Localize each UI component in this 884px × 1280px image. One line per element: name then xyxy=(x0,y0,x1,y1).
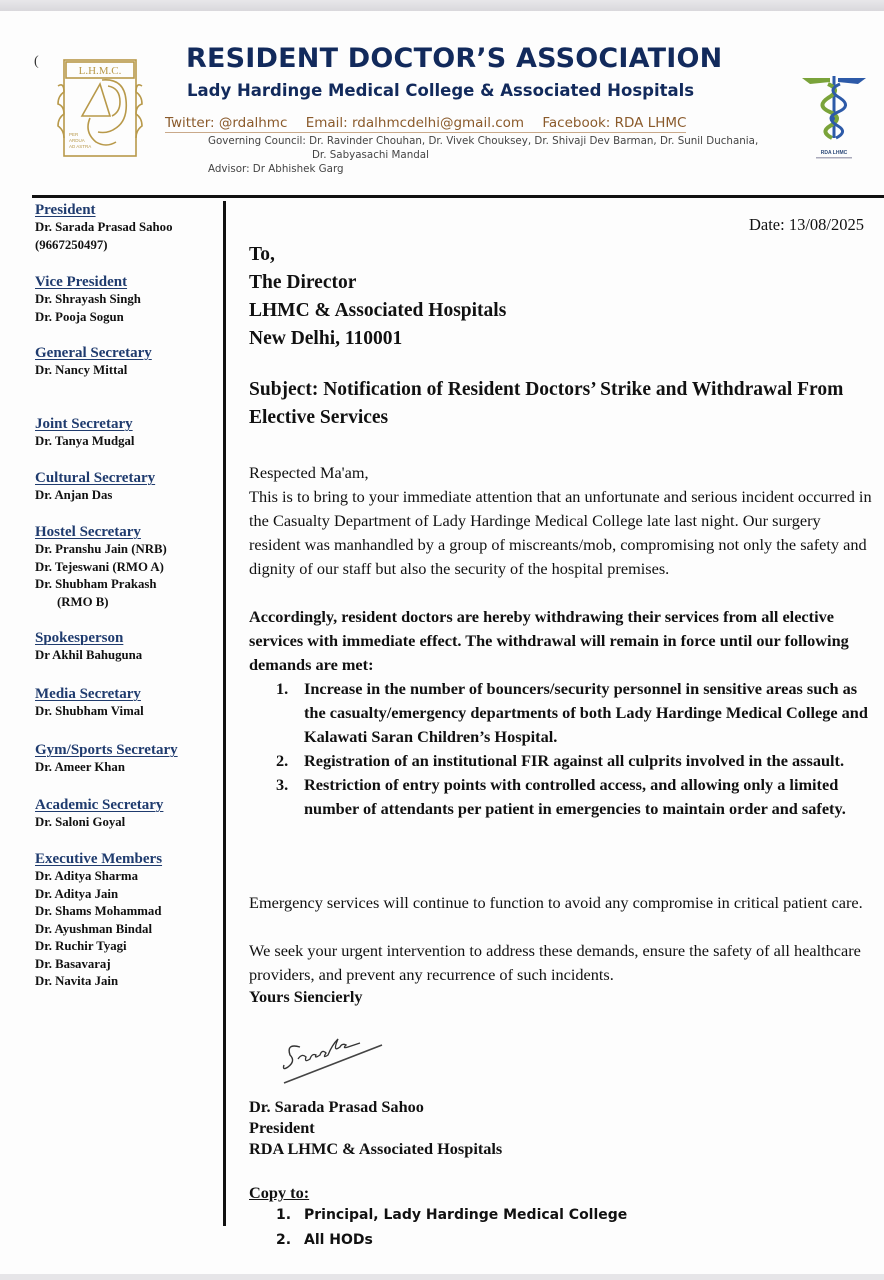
section-title: Cultural Secretary xyxy=(35,470,156,486)
copy-to-list xyxy=(276,1203,627,1253)
sidebar-section-vice-president xyxy=(35,273,141,326)
member: Dr. Aditya Sharma xyxy=(35,869,138,883)
member: Dr. Tanya Mudgal xyxy=(35,434,135,448)
bottom-edge xyxy=(0,1274,884,1280)
association-title: RESIDENT DOCTOR’S ASSOCIATION xyxy=(186,43,723,74)
demand-number: 3. xyxy=(276,775,289,794)
svg-text:L.H.M.C.: L.H.M.C. xyxy=(78,65,122,77)
demand-item xyxy=(276,677,876,749)
governing-council xyxy=(208,135,758,162)
member: Dr. Aditya Jain xyxy=(35,886,119,901)
member: Dr. Sarada Prasad Sahoo xyxy=(35,220,173,234)
copy-to-item xyxy=(276,1203,627,1228)
recipient-address xyxy=(249,241,506,353)
member: Dr. Navita Jain xyxy=(35,974,119,988)
section-title: Hostel Secretary xyxy=(35,524,141,540)
signer-organization: RDA LHMC & Associated Hospitals xyxy=(249,1139,503,1158)
member: Dr. Nancy Mittal xyxy=(35,363,128,377)
incident-paragraph: This is to bring to your immediate attention that an unfortunate and serious incident occurred in the Casualty Department of Lady Hardinge Medical College late last night. Our surgery resident was manhandled by a group of miscreants/mob, compromising not only the safety and dignity of our staff but also the security of the hospital premises. xyxy=(249,487,872,578)
member: Dr. Tejeswani (RMO A) xyxy=(35,559,164,574)
section-title: Vice President xyxy=(35,274,128,290)
lhmc-crest-icon xyxy=(52,56,148,160)
sidebar-divider xyxy=(223,201,226,1226)
caduceus-icon xyxy=(800,72,868,162)
address-line: To, xyxy=(249,244,275,265)
member: Dr. Saloni Goyal xyxy=(35,815,126,829)
demand-item xyxy=(276,773,876,821)
copy-recipient: All HODs xyxy=(304,1232,373,1248)
section-title: Joint Secretary xyxy=(35,416,133,432)
section-title: Executive Members xyxy=(35,851,163,867)
member: Dr. Anjan Das xyxy=(35,488,113,502)
email-link[interactable]: Email: rdalhmcdelhi@gmail.com xyxy=(305,115,525,131)
sidebar-section-president xyxy=(35,201,172,254)
demands-list xyxy=(276,677,876,821)
member: Dr. Pooja Sogun xyxy=(35,309,124,324)
member: Dr. Ameer Khan xyxy=(35,760,125,774)
demand-number: 2. xyxy=(276,751,289,770)
member: Dr. Shams Mohammad xyxy=(35,904,162,918)
sidebar-section-spokesperson xyxy=(35,629,142,665)
request-paragraph: We seek your urgent intervention to address these demands, ensure the safety of all healthcare providers, and prevent any recurrence of such incidents. xyxy=(249,941,861,984)
sidebar-section-cultural-secretary xyxy=(35,469,155,505)
signatory xyxy=(249,1096,502,1159)
contact-line xyxy=(165,115,686,133)
closing: Yours Siencierly xyxy=(249,987,363,1006)
svg-text:PER: PER xyxy=(69,132,79,137)
member: Dr. Shrayash Singh xyxy=(35,292,141,306)
section-title: Academic Secretary xyxy=(35,797,164,813)
withdrawal-paragraph: Accordingly, resident doctors are hereby withdrawing their services from all elective services with immediate effect. The withdrawal will remain in force until our following demands are met: xyxy=(249,607,849,674)
stray-mark: ( xyxy=(34,54,39,69)
signature-icon xyxy=(278,1025,388,1087)
member: Dr. Basavaraj xyxy=(35,956,111,971)
member: Dr. Ayushman Bindal xyxy=(35,921,152,936)
demand-number: 1. xyxy=(276,679,289,698)
sidebar-section-joint-secretary xyxy=(35,415,134,451)
member-phone: (9667250497) xyxy=(35,237,108,252)
sidebar-section-executive-members xyxy=(35,850,162,991)
advisor: Advisor: Dr Abhishek Garg xyxy=(208,163,344,175)
sidebar-section-sports-secretary xyxy=(35,741,178,777)
demand-text: Increase in the number of bouncers/security personnel in sensitive areas such as the casualty/emergency departments of both Lady Hardinge Medical College and Kalawati Saran Children’s Hospital. xyxy=(304,679,868,746)
top-edge xyxy=(0,0,884,11)
section-title: Gym/Sports Secretary xyxy=(35,742,178,758)
member: Dr. Shubham Vimal xyxy=(35,704,144,718)
salutation: Respected Ma'am, xyxy=(249,463,369,482)
governing-council-line2: Dr. Sabyasachi Mandal xyxy=(312,148,429,161)
college-subtitle: Lady Hardinge Medical College & Associated Hospitals xyxy=(187,81,695,100)
demand-item xyxy=(276,749,876,773)
copy-recipient: Principal, Lady Hardinge Medical College xyxy=(304,1207,628,1223)
svg-text:RDA LHMC: RDA LHMC xyxy=(820,150,848,156)
copy-number: 2. xyxy=(276,1232,292,1248)
header-divider xyxy=(32,195,884,198)
demand-text: Registration of an institutional FIR against all culprits involved in the assault. xyxy=(304,751,845,770)
svg-text:ARDUA: ARDUA xyxy=(69,138,85,143)
sidebar-section-general-secretary xyxy=(35,344,152,380)
member: Dr. Ruchir Tyagi xyxy=(35,939,127,953)
member: Dr. Pranshu Jain (NRB) xyxy=(35,542,167,556)
copy-to-item xyxy=(276,1228,627,1253)
facebook-link[interactable]: Facebook: RDA LHMC xyxy=(542,115,687,131)
governing-council-line1: Governing Council: Dr. Ravinder Chouhan, Dr. Vivek Chouksey, Dr. Shivaji Dev Barman, Dr. Sunil Duchania, xyxy=(208,135,759,147)
address-line: The Director xyxy=(249,272,357,293)
emergency-paragraph: Emergency services will continue to function to avoid any compromise in critical patient care. xyxy=(249,893,863,912)
sidebar-section-media-secretary xyxy=(35,685,144,721)
signer-title: President xyxy=(249,1118,315,1137)
member: Dr Akhil Bahuguna xyxy=(35,648,143,662)
member: Dr. Shubham Prakash xyxy=(35,577,157,591)
copy-to-title: Copy to: xyxy=(249,1183,310,1202)
member-note: (RMO B) xyxy=(57,594,109,609)
demand-text: Restriction of entry points with controlled access, and allowing only a limited number of attendants per patient in emergencies to maintain order and safety. xyxy=(304,775,846,818)
section-title: Spokesperson xyxy=(35,630,124,646)
sidebar-section-hostel-secretary xyxy=(35,523,167,611)
svg-text:AD ASTRA: AD ASTRA xyxy=(69,144,92,149)
copy-number: 1. xyxy=(276,1207,292,1223)
section-title: General Secretary xyxy=(35,345,152,361)
section-title: President xyxy=(35,202,96,218)
letter-date: Date: 13/08/2025 xyxy=(748,215,864,234)
address-line: LHMC & Associated Hospitals xyxy=(249,300,507,321)
letter-subject: Subject: Notification of Resident Doctors’ Strike and Withdrawal From Elective Services xyxy=(249,379,844,428)
section-title: Media Secretary xyxy=(35,686,141,702)
sidebar-section-academic-secretary xyxy=(35,796,163,832)
address-line: New Delhi, 110001 xyxy=(249,328,403,349)
twitter-link[interactable]: Twitter: @rdalhmc xyxy=(165,115,288,131)
signer-name: Dr. Sarada Prasad Sahoo xyxy=(249,1097,424,1116)
